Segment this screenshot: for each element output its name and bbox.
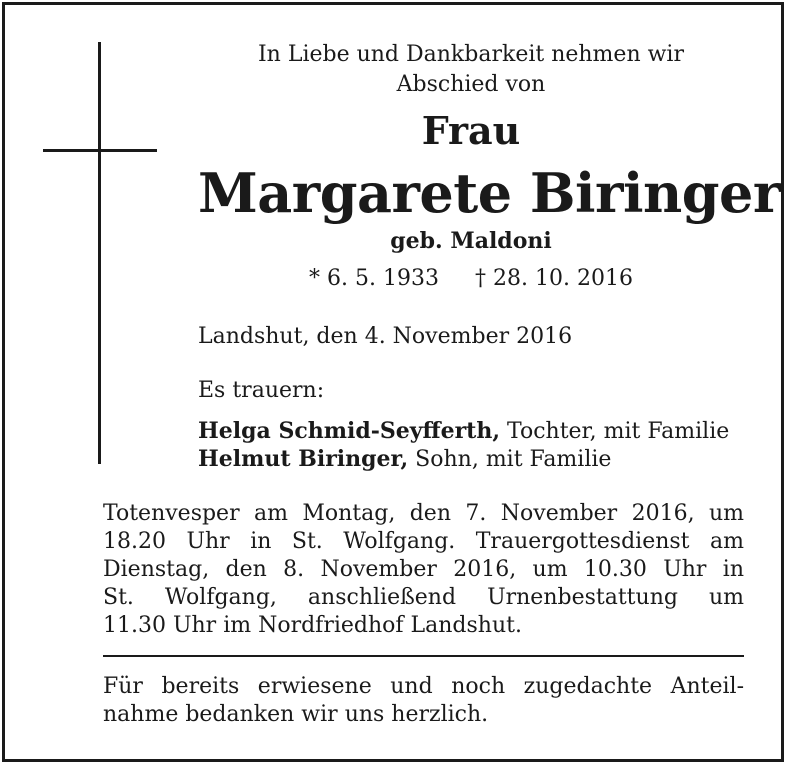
service-line-1: Totenvesper am Montag, den 7. November 2016, um — [103, 501, 744, 526]
deceased-name: Margarete Biringer — [198, 161, 781, 225]
life-dates — [198, 264, 744, 294]
service-line-2: 18.20 Uhr in St. Wolfgang. Trauergottesdienst am — [103, 529, 744, 554]
mourner-entry — [198, 445, 611, 474]
service-details — [103, 500, 744, 640]
place-date: Landshut, den 4. November 2016 — [198, 324, 573, 349]
divider — [103, 655, 744, 657]
thanks-line-1: Für bereits erwiesene und noch zugedachte Anteil- — [103, 674, 744, 699]
birth-date: * 6. 5. 1933 — [309, 266, 439, 291]
mourner-relation: Tochter, mit Familie — [507, 419, 730, 444]
mourner-entry — [198, 417, 729, 446]
service-line-3: Dienstag, den 8. November 2016, um 10.30 Uhr in — [103, 557, 744, 582]
cross-icon — [98, 42, 101, 464]
mourners-heading: Es trauern: — [198, 378, 325, 403]
mourner-name: Helga Schmid-Seyfferth, — [198, 418, 500, 444]
intro-text — [198, 40, 744, 100]
deceased-title: Frau — [421, 108, 521, 153]
intro-line-1: In Liebe und Dankbarkeit nehmen wir — [257, 42, 684, 67]
thanks-line-2: nahme bedanken wir uns herzlich. — [103, 702, 489, 727]
mourner-name: Helmut Biringer, — [198, 446, 409, 472]
mourner-relation: Sohn, mit Familie — [415, 447, 612, 472]
cross-bar — [43, 149, 157, 152]
thanks-text — [103, 673, 744, 729]
intro-line-2: Abschied von — [396, 72, 546, 97]
maiden-name: geb. Maldoni — [390, 228, 552, 254]
death-date: † 28. 10. 2016 — [475, 266, 633, 291]
service-line-5: 11.30 Uhr im Nordfriedhof Landshut. — [103, 613, 522, 638]
service-line-4: St. Wolfgang, anschließend Urnenbestattung um — [103, 585, 744, 610]
